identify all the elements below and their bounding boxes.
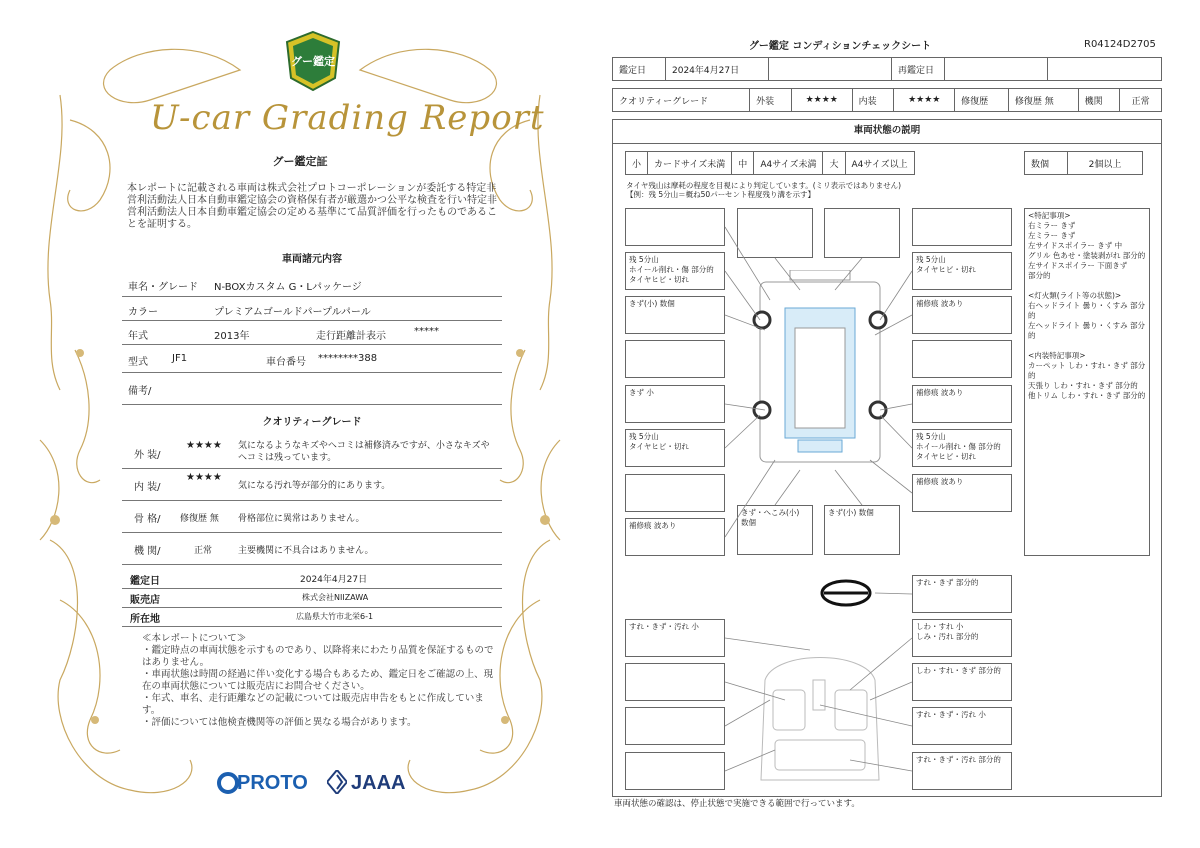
- ext-box-l5: きず 小: [625, 385, 725, 423]
- int-label: 内装: [852, 89, 894, 112]
- int-box-l1: すれ・きず・汚れ 小: [625, 619, 725, 657]
- grade-label: クオリティーグレード: [613, 89, 750, 112]
- date-value: 2024年4月27日: [666, 58, 769, 81]
- spec-color-value: プレミアムゴールドパープルパール: [214, 307, 371, 318]
- ext-box-b2: きず・へこみ(小) 数個: [737, 505, 813, 555]
- int-box-r2: しわ・すれ・きず 部分的: [912, 663, 1012, 701]
- size-mid: 中: [732, 152, 754, 175]
- spec-chassis-label: 車台番号: [266, 357, 306, 368]
- quality-row-exterior: [122, 432, 502, 469]
- quality-interior-text: 気になる汚れ等が部分的にあります。: [238, 481, 391, 491]
- size-large: 大: [823, 152, 845, 175]
- note-item: ・年式、車名、走行距離などの記載については販売店申告をもとに作成しています。: [142, 693, 484, 716]
- size-large-desc: A4サイズ以上: [845, 152, 914, 175]
- count-label: 数個: [1025, 152, 1068, 175]
- dealer-row: [122, 588, 502, 608]
- ext-box-r3: 補修痕 波あり: [912, 296, 1012, 334]
- quality-title: クオリティーグレード: [262, 417, 362, 428]
- date-row: [122, 568, 502, 589]
- quality-interior-label: 内 装/: [134, 482, 161, 493]
- quality-row-interior: [122, 468, 502, 501]
- int-box-r3: すれ・きず・汚れ 小: [912, 707, 1012, 745]
- badge-label: グー鑑定: [291, 55, 335, 68]
- size-small-desc: カードサイズ未満: [648, 152, 732, 175]
- count-desc: 2個以上: [1068, 152, 1143, 175]
- tire-note-1: タイヤ残山は摩耗の程度を目視により判定しています。(ミリ表示ではありません): [626, 181, 902, 190]
- ext-box-r2: 残 5分山 タイヤヒビ・切れ: [912, 252, 1012, 290]
- quality-exterior-label: 外 装/: [134, 450, 161, 461]
- jaaa-logo-icon: [327, 770, 347, 794]
- quality-exterior-stars: ★★★★: [186, 440, 222, 451]
- ext-box-l6: 残 5分山 タイヤヒビ・切れ: [625, 429, 725, 467]
- spec-row-name: [122, 272, 502, 297]
- quality-engine-text: 主要機関に不具合はありません。: [238, 546, 374, 556]
- spec-row-model: [122, 344, 502, 373]
- date-label: 鑑定日: [130, 576, 160, 587]
- int-box-steering: すれ・きず 部分的: [912, 575, 1012, 613]
- engine-value: 正常: [1120, 89, 1162, 112]
- ext-box-r6: 残 5分山 ホイール削れ・傷 部分的 タイヤヒビ・切れ: [912, 429, 1012, 467]
- proto-logo-text: PROTO: [237, 772, 308, 794]
- leader-lines: [600, 0, 1200, 848]
- ext-stars: ★★★★: [791, 89, 852, 112]
- spec-row-year: [122, 320, 502, 345]
- quality-frame-text: 骨格部位に異常はありません。: [238, 514, 365, 524]
- date-value: 2024年4月27日: [300, 575, 368, 585]
- ext-box-b3: きず(小) 数個: [824, 505, 900, 555]
- spec-row-color: [122, 296, 502, 321]
- dealer-label: 販売店: [130, 595, 160, 606]
- repair-label: 修復歴: [955, 89, 1009, 112]
- report-notes: [142, 633, 502, 729]
- note-item: ・車両状態は時間の経過に伴い変化する場合もあるため、鑑定日をご確認の上、現在の車両状態については販売店にお問合せください。: [142, 669, 494, 692]
- jaaa-logo-text: JAAA: [351, 772, 406, 794]
- int-box-r1: しわ・すれ 小 しみ・汚れ 部分的: [912, 619, 1012, 657]
- ext-label: 外装: [750, 89, 792, 112]
- quality-engine-value: 正常: [194, 546, 213, 556]
- dealer-value: 株式会社NIIZAWA: [302, 593, 369, 602]
- ext-box-r7: 補修痕 波あり: [912, 474, 1012, 512]
- size-small: 小: [626, 152, 648, 175]
- address-value: 広島県大竹市北栄6-1: [296, 612, 374, 621]
- spec-year-label: 年式: [128, 331, 148, 342]
- tire-note-2: 【例：残 5分山＝概ね50パーセント程度残り溝を示す】: [626, 190, 816, 199]
- spec-name-value: N-BOXカスタム G・Lパッケージ: [214, 282, 362, 293]
- specs-title: 車両諸元内容: [282, 254, 342, 265]
- ext-box-l3: きず(小) 数個: [625, 296, 725, 334]
- quality-engine-label: 機 関/: [134, 546, 161, 557]
- ext-box-r5: 補修痕 波あり: [912, 385, 1012, 423]
- spec-chassis-value: ********388: [318, 353, 378, 364]
- note-item: ・評価については他検査機関等の評価と異なる場合があります。: [142, 717, 417, 728]
- quality-exterior-text: 気になるようなキズやヘコミは補修済みですが、小さなキズやヘコミは残っています。: [238, 441, 490, 463]
- size-mid-desc: A4サイズ未満: [754, 152, 823, 175]
- report-title: U-car Grading Report: [150, 98, 545, 138]
- spec-mileage-value: *****: [414, 326, 439, 337]
- notes-title: ≪本レポートについて≫: [142, 633, 247, 644]
- spec-remarks-label: 備考/: [128, 386, 152, 397]
- spec-model-value: JF1: [172, 353, 188, 364]
- quality-row-engine: [122, 532, 502, 565]
- quality-frame-label: 骨 格/: [134, 514, 161, 525]
- condition-title: 車両状態の説明: [612, 119, 1162, 144]
- spec-model-label: 型式: [128, 357, 148, 368]
- address-row: [122, 607, 502, 627]
- repair-value: 修復歴 無: [1008, 89, 1078, 112]
- engine-label: 機関: [1078, 89, 1120, 112]
- spec-mileage-label: 走行距離計表示: [316, 331, 386, 342]
- sheet-title: グー鑑定 コンディションチェックシート: [748, 41, 932, 52]
- condition-check-sheet: [600, 0, 1200, 848]
- ext-box-l2: 残 5分山 ホイール削れ・傷 部分的 タイヤヒビ・切れ: [625, 252, 725, 290]
- spec-color-label: カラー: [128, 307, 158, 318]
- ext-box-l8: 補修痕 波あり: [625, 518, 725, 556]
- sheet-code: R04124D2705: [1084, 39, 1156, 50]
- proto-logo-icon: [217, 772, 239, 794]
- special-items-box: <特記事項> 右ミラー きず 左ミラー きず 左サイドスポイラー きず 中 グリル 色あせ・塗装剥がれ 部分的 左サイドスポイラー 下面きず 部分的 <灯火類(ライト等の状態)> 右ヘッドライト 曇り・くすみ 部分的 左ヘッドライト 曇り・くすみ 部分的 <内装特記事項> カーペット しわ・すれ・きず 部分的 天張り しわ・すれ・きず 部分的 他トリム しわ・すれ・きず 部分的: [1024, 208, 1150, 556]
- spec-year-value: 2013年: [214, 331, 250, 342]
- date-label: 鑑定日: [613, 58, 666, 81]
- int-box-r4: すれ・きず・汚れ 部分的: [912, 752, 1012, 790]
- quality-frame-value: 修復歴 無: [180, 514, 219, 524]
- address-label: 所在地: [130, 614, 160, 625]
- reinspect-label: 再鑑定日: [892, 58, 945, 81]
- spec-name-label: 車名・グレード: [128, 282, 198, 293]
- quality-interior-stars: ★★★★: [186, 472, 222, 483]
- sheet-footer-note: 車両状態の確認は、停止状態で実施できる範囲で行っています。: [614, 799, 860, 809]
- quality-row-frame: [122, 500, 502, 533]
- certificate-heading: グー鑑定証: [272, 155, 328, 168]
- note-item: ・鑑定時点の車両状態を示すものであり、以降将来にわたり品質を保証するものではありません。: [142, 645, 494, 668]
- certificate-statement: 本レポートに記載される車両は株式会社プロトコーポレーションが委託する特定非営利活動法人日本自動車鑑定協会の資格保有者が厳選かつ公平な検査を行い特定非営利活動法人日本自動車鑑定協会の定める基準にて品質評価を行ったものであることを証明する。: [127, 183, 497, 230]
- spec-row-remarks: [122, 372, 502, 405]
- int-stars: ★★★★: [894, 89, 955, 112]
